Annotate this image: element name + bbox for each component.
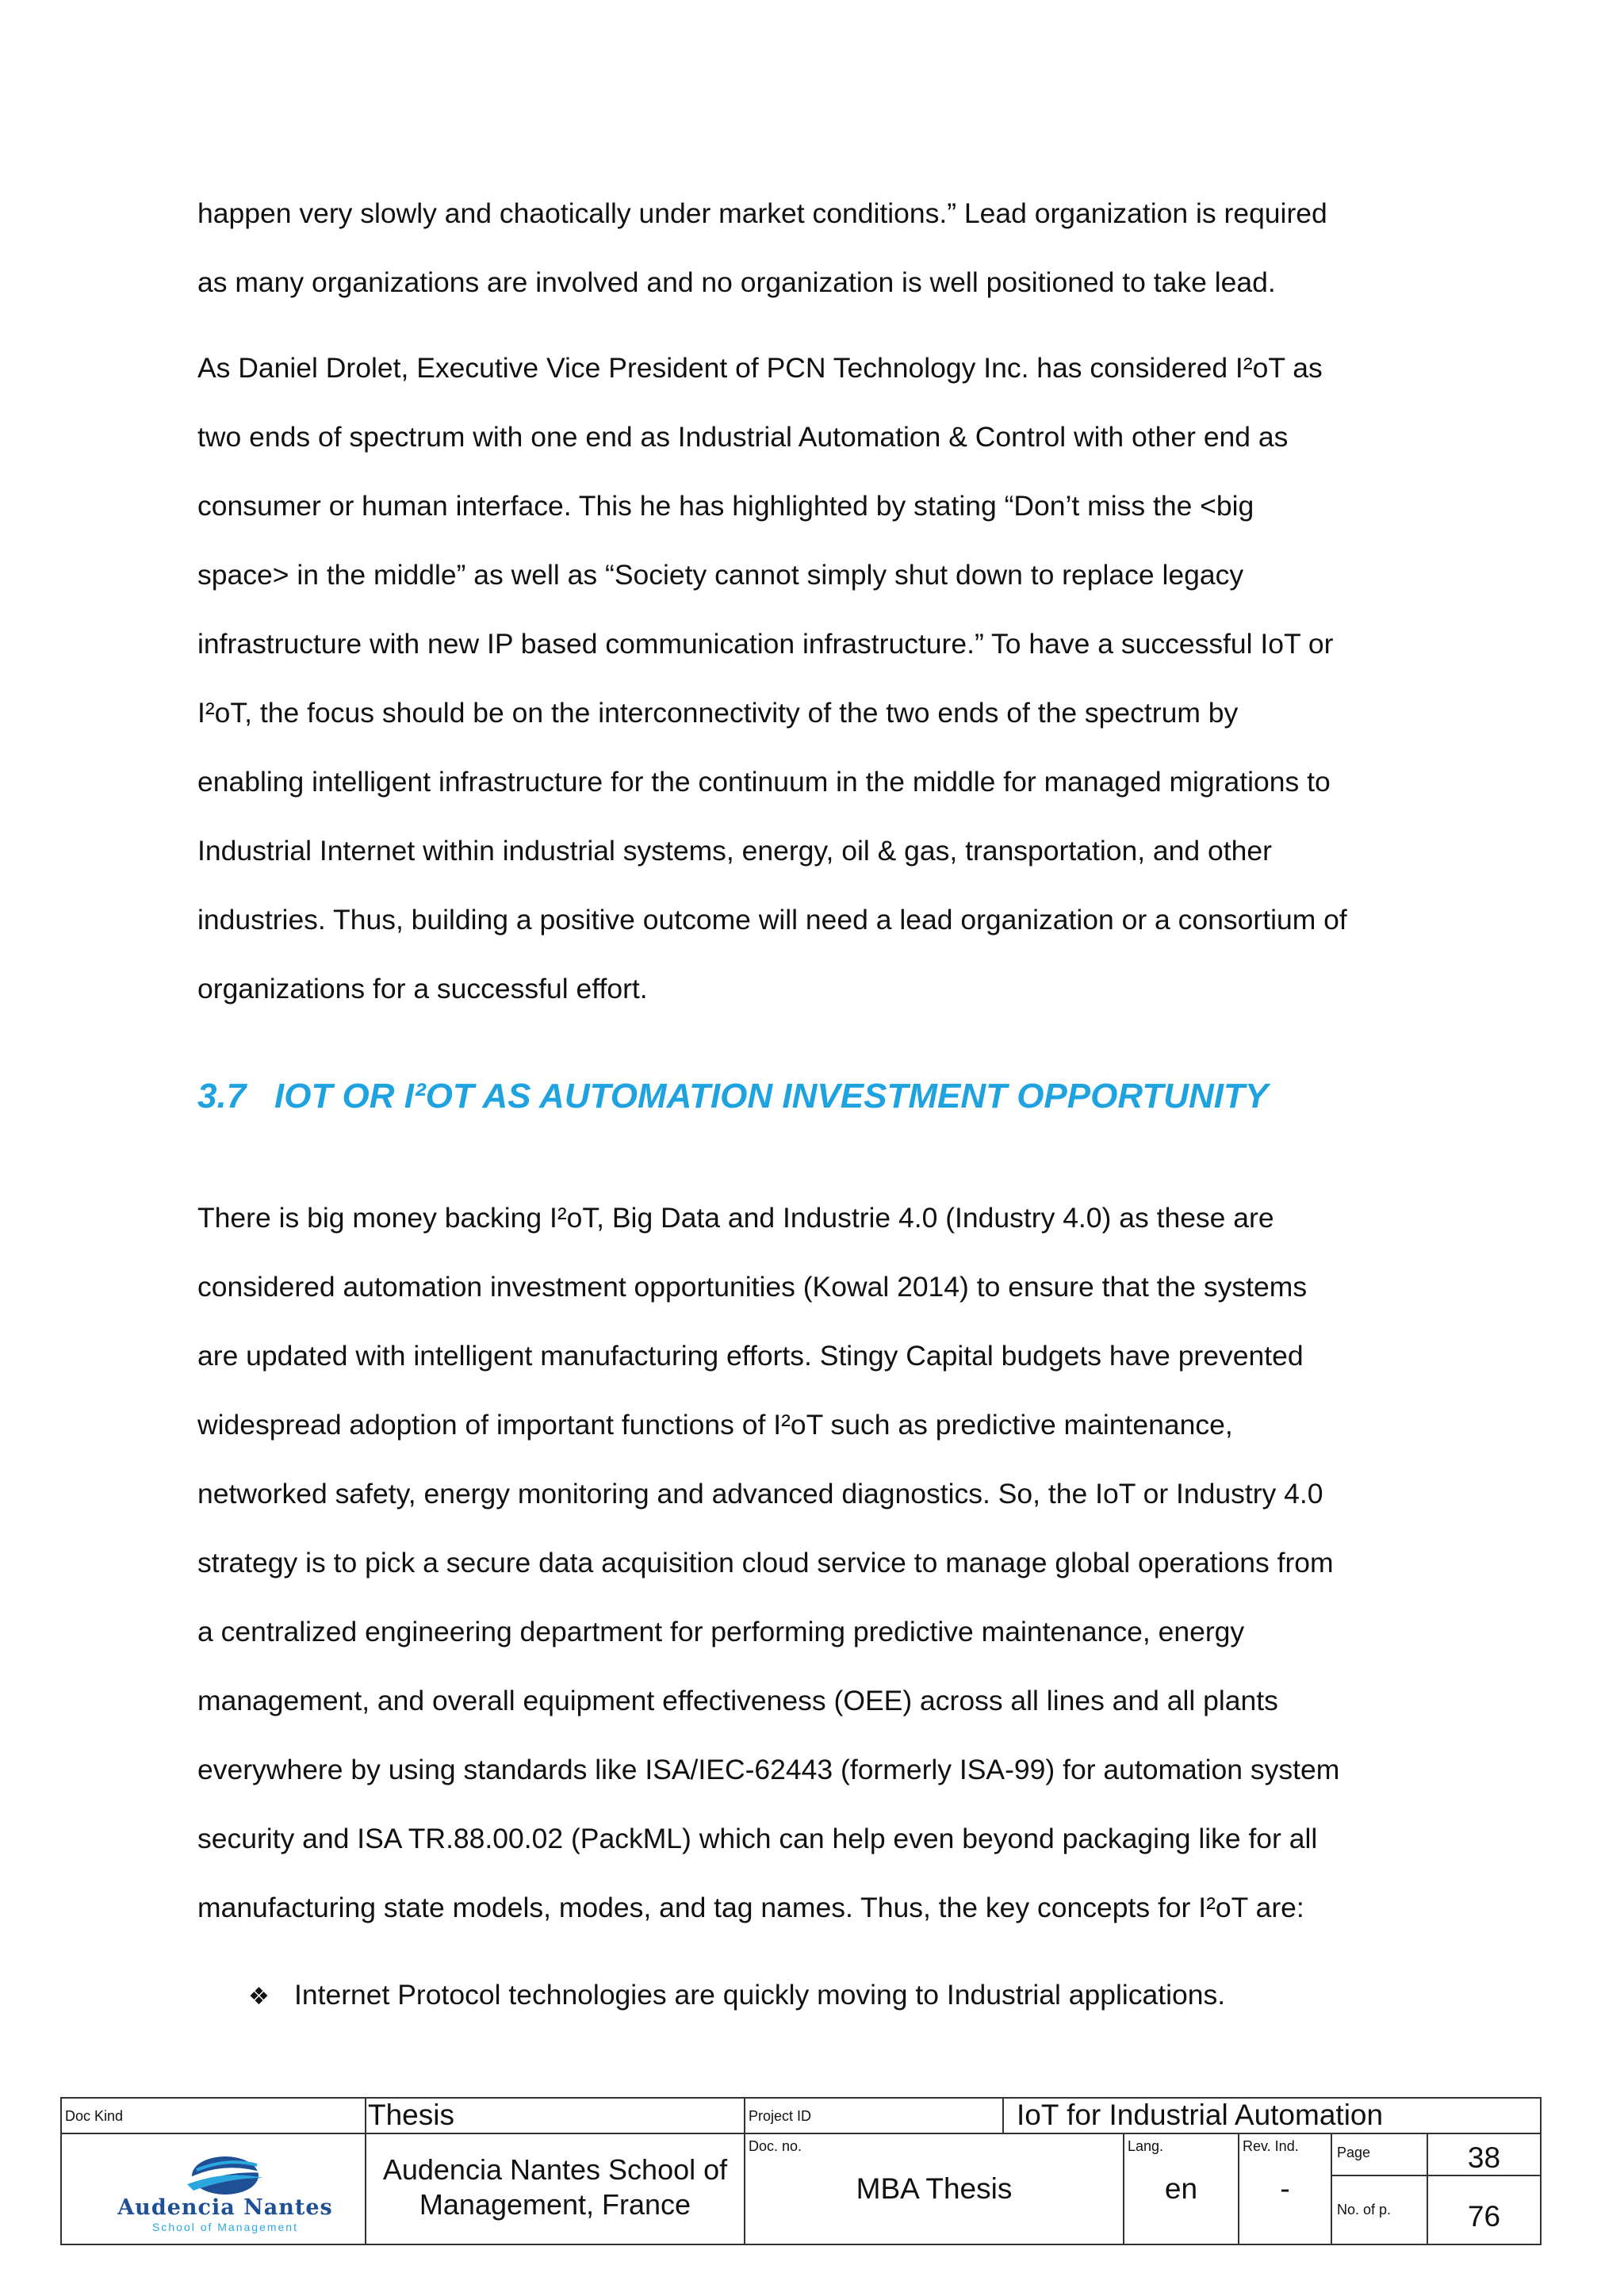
- page-count: 76: [1467, 2200, 1501, 2233]
- text-line: strategy is to pick a secure data acquisition cloud service to manage global operations from: [197, 1547, 1334, 1578]
- doc-kind-label: Doc Kind: [65, 2108, 124, 2124]
- section-title: IOT OR I²OT AS AUTOMATION INVESTMENT OPPORTUNITY: [274, 1077, 1269, 1115]
- text-line: are updated with intelligent manufacturing efforts. Stingy Capital budgets have prevented: [197, 1340, 1304, 1372]
- paragraph-3: [197, 1184, 1434, 1942]
- doc-no-value: MBA Thesis: [856, 2172, 1013, 2205]
- institution-line-2: Management, France: [419, 2188, 691, 2221]
- text-line: security and ISA TR.88.00.02 (PackML) which can help even beyond packaging like for all: [197, 1823, 1318, 1854]
- doc-no-label: Doc. no.: [749, 2138, 802, 2154]
- text-line: space> in the middle” as well as “Society cannot simply shut down to replace legacy: [197, 559, 1244, 591]
- text-line: management, and overall equipment effectiveness (OEE) across all lines and all plants: [197, 1685, 1278, 1716]
- project-id-value: IoT for Industrial Automation: [1017, 2099, 1384, 2131]
- lang-label: Lang.: [1128, 2138, 1164, 2154]
- text-line: industries. Thus, building a positive outcome will need a lead organization or a consortium of: [197, 904, 1347, 936]
- rev-value: -: [1280, 2172, 1290, 2205]
- text-line: organizations for a successful effort.: [197, 973, 648, 1004]
- text-line: There is big money backing I²oT, Big Data and Industrie 4.0 (Industry 4.0) as these are: [197, 1202, 1274, 1234]
- logo-name: Audencia Nantes: [117, 2195, 333, 2220]
- text-line: everywhere by using standards like ISA/IEC-62443 (formerly ISA-99) for automation system: [197, 1754, 1340, 1785]
- bullet-text: Internet Protocol technologies are quickly moving to Industrial applications.: [294, 1979, 1226, 2011]
- pages-label: No. of p.: [1337, 2202, 1392, 2218]
- text-line: widespread adoption of important functions of I²oT such as predictive maintenance,: [197, 1409, 1233, 1441]
- page-number: 38: [1467, 2141, 1501, 2174]
- rev-label: Rev. Ind.: [1243, 2138, 1299, 2154]
- institution-line-1: Audencia Nantes School of: [382, 2153, 728, 2186]
- text-line: I²oT, the focus should be on the interconnectivity of the two ends of the spectrum by: [197, 697, 1239, 729]
- text-line: As Daniel Drolet, Executive Vice President of PCN Technology Inc. has considered I²oT as: [197, 352, 1323, 384]
- text-line: manufacturing state models, modes, and tag names. Thus, the key concepts for I²oT are:: [197, 1892, 1304, 1923]
- page-label: Page: [1337, 2145, 1371, 2160]
- diamond-bullet-icon: ❖: [248, 1983, 270, 2011]
- text-line: infrastructure with new IP based communication infrastructure.” To have a successful IoT or: [197, 628, 1334, 660]
- project-id-label: Project ID: [749, 2108, 812, 2124]
- text-line: consumer or human interface. This he has highlighted by stating “Don’t miss the <big: [197, 490, 1254, 522]
- audencia-logo: [78, 2154, 373, 2233]
- institution-name: [366, 2152, 744, 2222]
- doc-kind-value: Thesis: [368, 2099, 454, 2131]
- section-heading: [197, 1061, 1268, 1132]
- text-line: Industrial Internet within industrial systems, energy, oil & gas, transportation, and other: [197, 835, 1272, 867]
- document-footer-table: [60, 2097, 1542, 2245]
- section-number: 3.7: [197, 1077, 247, 1115]
- text-line: networked safety, energy monitoring and advanced diagnostics. So, the IoT or Industry 4.0: [197, 1478, 1323, 1510]
- text-line: happen very slowly and chaotically under market conditions.” Lead organization is required: [197, 197, 1327, 229]
- text-line: considered automation investment opportunities (Kowal 2014) to ensure that the systems: [197, 1271, 1308, 1303]
- bullet-item: [248, 1963, 1225, 2029]
- paragraph-1: [197, 179, 1434, 317]
- text-line: a centralized engineering department for performing predictive maintenance, energy: [197, 1616, 1245, 1647]
- lang-value: en: [1164, 2172, 1198, 2205]
- logo-tagline: School of Management: [152, 2221, 298, 2233]
- text-line: two ends of spectrum with one end as Industrial Automation & Control with other end as: [197, 421, 1289, 453]
- text-line: as many organizations are involved and no organization is well positioned to take lead.: [197, 266, 1276, 298]
- text-line: enabling intelligent infrastructure for the continuum in the middle for managed migrations to: [197, 766, 1331, 798]
- paragraph-2: [197, 334, 1434, 1024]
